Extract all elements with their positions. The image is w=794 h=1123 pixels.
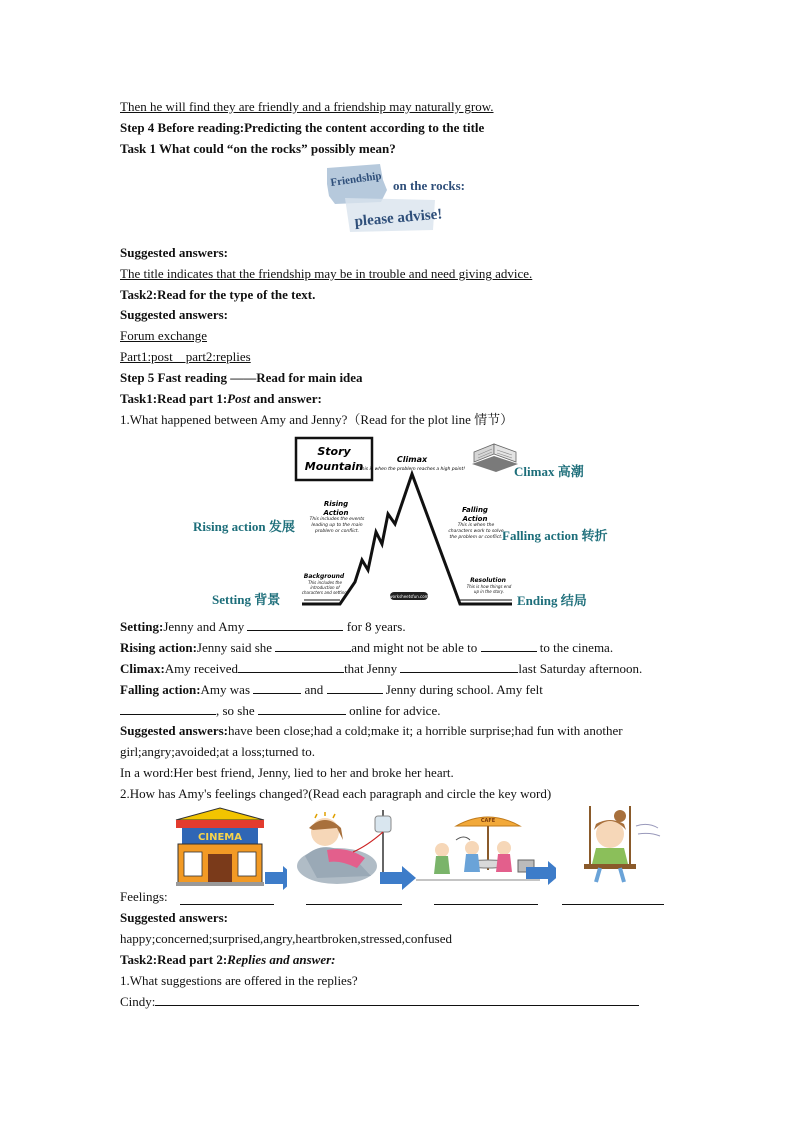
rising-b: and might not be able to [351,640,481,655]
feeling-blank-1[interactable] [180,903,274,905]
falling-e: online for advice. [345,703,441,718]
in-a-word: In a word:Her best friend, Jenny, lied to her and broke her heart. [120,765,454,780]
cindy-label: Cindy: [120,994,156,1009]
cindy-blank[interactable] [155,993,639,1006]
falling-blank-3[interactable] [120,702,216,715]
cafe-sign: CAFE [480,818,496,824]
task2b-emph: Replies and answer: [227,952,336,967]
feelings-answer: happy;concerned;surprised,angry,heartbroken,stressed,confused [120,931,452,946]
task2b-heading [120,951,336,969]
task1b-emph: Post [227,391,251,406]
falling-b: and [301,682,327,697]
step5-heading: Step 5 Fast reading ——Read for main idea [120,370,363,385]
rising-label: Rising action: [120,640,197,655]
setting-label: Setting: [120,619,164,634]
background-desc: This includes the introduction of characters and setting. [301,580,349,595]
rising-title-2: Action [323,509,349,517]
title-image [325,160,465,238]
intro-line: Then he will find they are friendly and a friendship may naturally grow. [120,99,494,114]
box-title-line1: Story [317,445,351,458]
suggested-answers-4: Suggested answers: [120,910,228,925]
label-climax: Climax 高潮 [514,464,584,479]
rising-desc: This includes the events leading up to the main problem or conflict. [309,517,365,534]
climax-c: last Saturday afternoon. [518,661,643,676]
climax-label: Climax: [120,661,165,676]
feeling-blank-3[interactable] [434,903,538,905]
setting-line [120,618,406,636]
task2b-prefix: Task2:Read part 2: [120,952,228,967]
setting-b: for 8 years. [343,619,406,634]
cinema-picture [170,806,270,886]
feeling-blank-2[interactable] [306,903,402,905]
falling-title: Falling [462,506,488,514]
cafe-picture [416,806,540,886]
falling-label: Falling action: [120,682,201,697]
resolution-title: Resolution [470,577,506,584]
answer-1: The title indicates that the friendship may be in trouble and need giving advice. [120,266,533,281]
suggested-answers-3-line [120,722,623,740]
falling-blank-1[interactable] [253,681,301,694]
suggested-answers-2: Suggested answers: [120,307,228,322]
cinema-sign: CINEMA [198,832,242,843]
background-title: Background [303,573,345,580]
question-1: 1.What happened between Amy and Jenny?（Read for the plot line 情节） [120,412,514,427]
forum-exchange: Forum exchange [120,328,208,343]
falling-title-2: Action [462,515,488,523]
label-rising: Rising action 发展 [193,519,295,534]
task1b-heading [120,390,322,408]
suggested-answers-1: Suggested answers: [120,245,228,260]
swing-girl-picture [556,806,664,886]
falling-a: Amy was [200,682,254,697]
rising-line [120,639,613,657]
climax-blank-1[interactable] [238,660,344,673]
falling-desc: This is when the characters work to solve the problem or conflict. [448,523,504,540]
climax-line [120,660,642,678]
falling-line-2 [120,702,440,720]
falling-d: , so she [216,703,258,718]
task1-heading: Task 1 What could “on the rocks” possibly mean? [120,141,396,156]
label-setting: Setting 背景 [212,592,281,607]
step4-heading: Step 4 Before reading:Predicting the content according to the title [120,120,485,135]
rising-a: Jenny said she [196,640,276,655]
title-word-friendship: Friendship [329,169,383,189]
box-title-line2: Mountain [304,460,364,473]
climax-blank-2[interactable] [400,660,518,673]
arrow-2 [380,866,416,890]
rising-title: Rising [323,500,349,508]
resolution-desc: This is how things end up in the story. [466,584,512,594]
falling-blank-4[interactable] [258,702,346,715]
climax-desc: This is when the problem reaches a high point! [358,467,466,472]
task1b-prefix: Task1:Read part 1: [120,391,228,406]
climax-b: that Jenny [344,661,401,676]
feelings-label: Feelings: [120,889,168,904]
parts-line: Part1:post part2:replies [120,349,251,364]
falling-line [120,681,543,699]
label-ending: Ending 结局 [517,593,587,608]
task1b-suffix: and answer: [250,391,322,406]
setting-a: Jenny and Amy [163,619,248,634]
title-word-rocks: on the rocks: [393,178,465,193]
cindy-line [120,993,639,1011]
falling-c: Jenny during school. Amy felt [382,682,543,697]
question-3: 1.What suggestions are offered in the replies? [120,973,358,988]
question-2: 2.How has Amy's feelings changed?(Read each paragraph and circle the key word) [120,786,552,801]
rising-blank-1[interactable] [275,639,351,652]
climax-title: Climax [396,455,428,464]
setting-blank[interactable] [247,618,343,631]
label-falling: Falling action 转折 [502,528,608,543]
rising-c: to the cinema. [536,640,614,655]
falling-blank-2[interactable] [327,681,383,694]
title-word-advise: please advise! [353,206,443,230]
footer-text: worksheetsfun.com [389,594,429,599]
feeling-blank-4[interactable] [562,903,664,905]
book-icon [472,444,518,472]
suggested-text: have been close;had a cold;make it; a horrible surprise;had fun with another [227,723,623,738]
climax-a: Amy received [164,661,239,676]
task2-heading: Task2:Read for the type of the text. [120,287,316,302]
suggested-answers-3: Suggested answers: [120,723,228,738]
suggested-text-2: girl;angry;avoided;at a loss;turned to. [120,744,315,759]
rising-blank-2[interactable] [481,639,537,652]
